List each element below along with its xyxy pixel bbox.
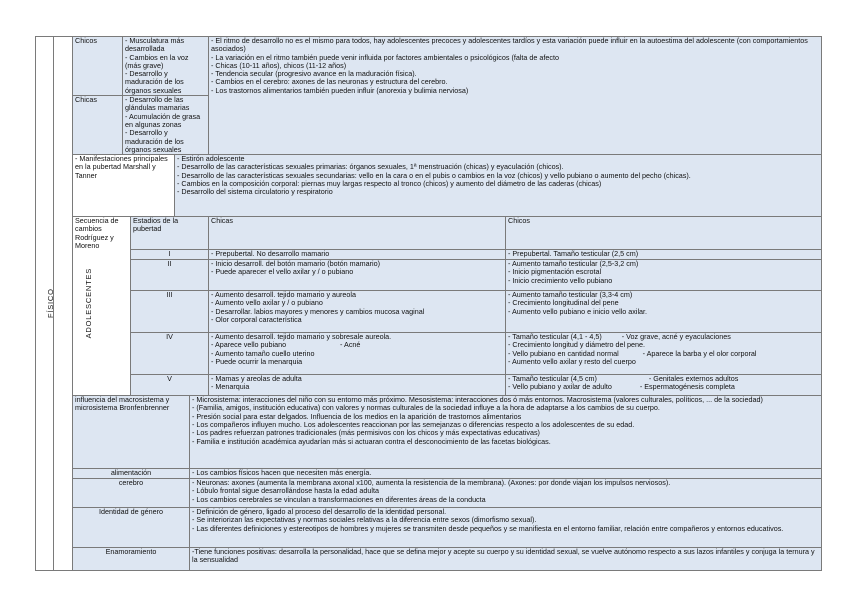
stage-item: - Desarrollar. labios mayores y menores y cambios mucosa vaginal <box>211 306 425 316</box>
ritmo-note: - Tendencia secular (progresivo avance en la maduración física). <box>211 69 417 79</box>
stage-chicas <box>209 260 506 291</box>
chicos-trait: - Desarrollo y maduración de los órganos sexuales <box>125 69 184 95</box>
influencia-item: - Los padres refuerzan patrones tradicionales (más permisivos con los chicos y más expectativas educativas) <box>192 428 540 438</box>
influencia-label: influencia del macrosistema y microsistema Bronfenbrenner <box>73 396 190 469</box>
ritmo-note: - Los trastornos alimentarios también pueden influir (anorexia y bulimia nerviosa) <box>211 85 469 95</box>
stage-chicos <box>506 375 822 396</box>
stages-label: Estadios de la pubertad <box>131 217 209 250</box>
stage-item: - Aumento tamaño testicular (3,3-4 cm) <box>508 290 633 300</box>
cerebro-list <box>190 479 822 508</box>
manifestacion-item: - Estirón adolescente <box>177 154 245 164</box>
stage-item: - Aumento desarroll. tejido mamario y aureola <box>211 290 357 300</box>
chicas-trait: - Desarrollo de las glándulas mamarias <box>125 95 190 113</box>
influencia-list <box>190 396 822 469</box>
enamoramiento-label: Enamoramiento <box>73 548 190 571</box>
identidad-list <box>190 508 822 548</box>
stage-item: - Aumento vello pubiano e inicio vello axilar. <box>508 306 648 316</box>
ritmo-note: - Chicas (10-11 años), chicos (11-12 años) <box>211 60 347 70</box>
stage-item: - Vello pubiano en cantidad normal - Aparece la barba y el olor corporal <box>508 348 757 358</box>
chicos-label: Chicos <box>73 37 123 96</box>
adolescentes-label: ADOLESCENTES <box>54 37 73 571</box>
stage-chicos <box>506 291 822 333</box>
stage-item: - Prepubertal. Tamaño testicular (2,5 cm) <box>508 249 639 259</box>
stage-item: - Tamaño testicular (4,5 cm) - Genitales externos adultos <box>508 374 739 384</box>
chicas-header: Chicas <box>209 217 506 250</box>
manifestacion-item: - Desarrollo de las características sexuales primarias: órganos sexuales, 1ª menstruación (chicas) y eyaculación (chicos). <box>177 162 564 172</box>
stage-item: - Aumento tamaño cuello uterino <box>211 348 315 358</box>
ritmo-note: - El ritmo de desarrollo no es el mismo para todos, hay adolescentes precoces y adolescentes tardíos y esta variación puede influir en la autoestima del adolescente (con comportamientos asociados) <box>211 36 808 54</box>
secuencia-label: Secuencia de cambios Rodríguez y Moreno <box>73 217 131 396</box>
influencia-item: - Presión social para estar delgados. Influencia de los medios en la aparición de trastornos alimentarios <box>192 411 522 421</box>
manifestaciones-list <box>175 155 822 217</box>
stage-chicos <box>506 333 822 375</box>
stage-item: - Crecimiento longitud y diámetro del pene. <box>508 340 646 350</box>
chicas-trait: - Acumulación de grasa en algunas zonas <box>125 111 201 129</box>
chicos-trait: - Musculatura más desarrollada <box>125 36 185 54</box>
manifestacion-item: - Cambios en la composición corporal: piernas muy largas respecto al tronco (chicos) y aumento del diámetro de las caderas (chicas) <box>177 179 602 189</box>
cerebro-item: - Neuronas: axones (aumenta la membrana axonal x100, aumenta la resistencia de la membrana). (Axones: por donde viajan los impulsos nerviosos). <box>192 478 671 488</box>
stage-chicas <box>209 375 506 396</box>
stage-id: V <box>131 375 209 396</box>
alimentacion-item: - Los cambios físicos hacen que necesiten más energía. <box>192 468 372 478</box>
ritmo-notes <box>209 37 822 155</box>
manifestacion-item: - Desarrollo de las características sexuales secundarias: vello en la cara o en el pubis o cambios en la voz (chicos) y vello pubiano o aumento del pecho (chicas). <box>177 170 691 180</box>
chicos-traits <box>123 37 209 96</box>
influencia-item: - Microsistema: interacciones del niño con su entorno más próximo. Mesosistema: interacciones dos ó más entornos. Macrosistema (valores culturales, políticos, ... de la sociedad) <box>192 395 763 405</box>
stage-chicas <box>209 291 506 333</box>
stage-item: - Olor corporal característica <box>211 315 302 325</box>
stage-item: - Mamas y areolas de adulta <box>211 374 302 384</box>
stage-item: - Vello pubiano y axilar de adulto - Espermatogénesis completa <box>508 382 735 392</box>
alimentacion-label: alimentación <box>73 469 190 479</box>
cerebro-item: - Los cambios cerebrales se vinculan a transformaciones en diferentes áreas de la conducta <box>192 494 486 504</box>
stage-id: IV <box>131 333 209 375</box>
cerebro-label: cerebro <box>73 479 190 508</box>
stage-item: - Aumento tamaño testicular (2,5-3,2 cm) <box>508 259 639 269</box>
development-table <box>35 36 822 571</box>
stage-item: - Aumento vello axilar y resto del cuerpo <box>508 357 636 367</box>
chicas-traits <box>123 96 209 155</box>
chicas-trait: - Desarrollo y maduración de los órganos sexuales <box>125 128 184 154</box>
manifestaciones-label: - Manifestaciones principales en la pubertad Marshall y Tanner <box>73 155 175 217</box>
stage-item: - Inicio pigmentación escrotal <box>508 267 602 277</box>
stage-item: - Tamaño testicular (4,1 - 4,5) - Voz grave, acné y eyaculaciones <box>508 332 731 342</box>
stage-item: - Prepubertal. No desarrollo mamario <box>211 249 330 259</box>
stage-item: - Crecimiento longitudinal del pene <box>508 298 619 308</box>
stage-chicos <box>506 250 822 260</box>
stage-chicas <box>209 333 506 375</box>
identidad-item: - Las diferentes definiciones y estereotipos de hombres y mujeres se transmiten desde pequeños y se manifiesta en el entorno familiar, relación entre compañeros y entornos educativos. <box>192 523 784 533</box>
stage-chicos <box>506 260 822 291</box>
stage-id: I <box>131 250 209 260</box>
manifestacion-item: - Desarrollo del sistema circulatorio y respiratorio <box>177 187 333 197</box>
stage-item: - Puede aparecer el vello axilar y / o pubiano <box>211 267 354 277</box>
identidad-label: Identidad de género <box>73 508 190 548</box>
stage-chicas <box>209 250 506 260</box>
influencia-item: - Familia e institución académica ayudarían más si actuaran contra el desconocimiento de las facetas biológicas. <box>192 436 551 446</box>
stage-item: - Aumento desarroll. tejido mamario y sobresale aureola. <box>211 332 392 342</box>
stage-item: - Aumento vello axilar y / o pubiano <box>211 298 323 308</box>
influencia-item: - Los compañeros influyen mucho. Los adolescentes reaccionan por las semejanzas o diferencias respecto a los adolescentes de su edad. <box>192 420 635 430</box>
stage-item: - Inicio crecimiento vello pubiano <box>508 275 613 285</box>
ritmo-note: - Cambios en el cerebro: axones de las neuronas y estructura del cerebro. <box>211 77 448 87</box>
chicos-header: Chicos <box>506 217 822 250</box>
stage-item: - Menarquia <box>211 382 250 392</box>
stage-item: - Puede ocurrir la menarquia <box>211 357 303 367</box>
stage-id: III <box>131 291 209 333</box>
influencia-item: - (Familia, amigos, institución educativa) con valores y normas culturales de la sociedad influye a la hora de adaptarse a los cambios de su cuerpo. <box>192 403 660 413</box>
chicos-trait: - Cambios en la voz (más grave) <box>125 52 189 70</box>
ritmo-note: - La variación en el ritmo también puede venir influida por factores ambientales o psicológicos (falta de afecto <box>211 52 559 62</box>
stage-id: II <box>131 260 209 291</box>
identidad-item: - Definición de género, ligado al proceso del desarrollo de la identidad personal. <box>192 507 447 517</box>
enamoramiento-item: -Tiene funciones positivas: desarrolla la personalidad, hace que se defina mejor y acepte su cuerpo y su identidad sexual, se vuelve autónomo respecto a sus lazos infantiles y conjuga la ternura y la sensualidad <box>192 547 815 565</box>
alimentacion-list <box>190 469 822 479</box>
enamoramiento-list <box>190 548 822 571</box>
stage-item: - Aparece vello pubiano - Acné <box>211 340 361 350</box>
fisico-label: FÍSICO <box>36 37 54 571</box>
stage-item: - Inicio desarroll. del botón mamario (botón mamario) <box>211 259 380 269</box>
cerebro-item: - Lóbulo frontal sigue desarrollándose hasta la edad adulta <box>192 486 380 496</box>
chicas-label: Chicas <box>73 96 123 155</box>
identidad-item: - Se interiorizan las expectativas y normas sociales relativas a la diferencia entre sexos (dimorfismo sexual). <box>192 515 537 525</box>
